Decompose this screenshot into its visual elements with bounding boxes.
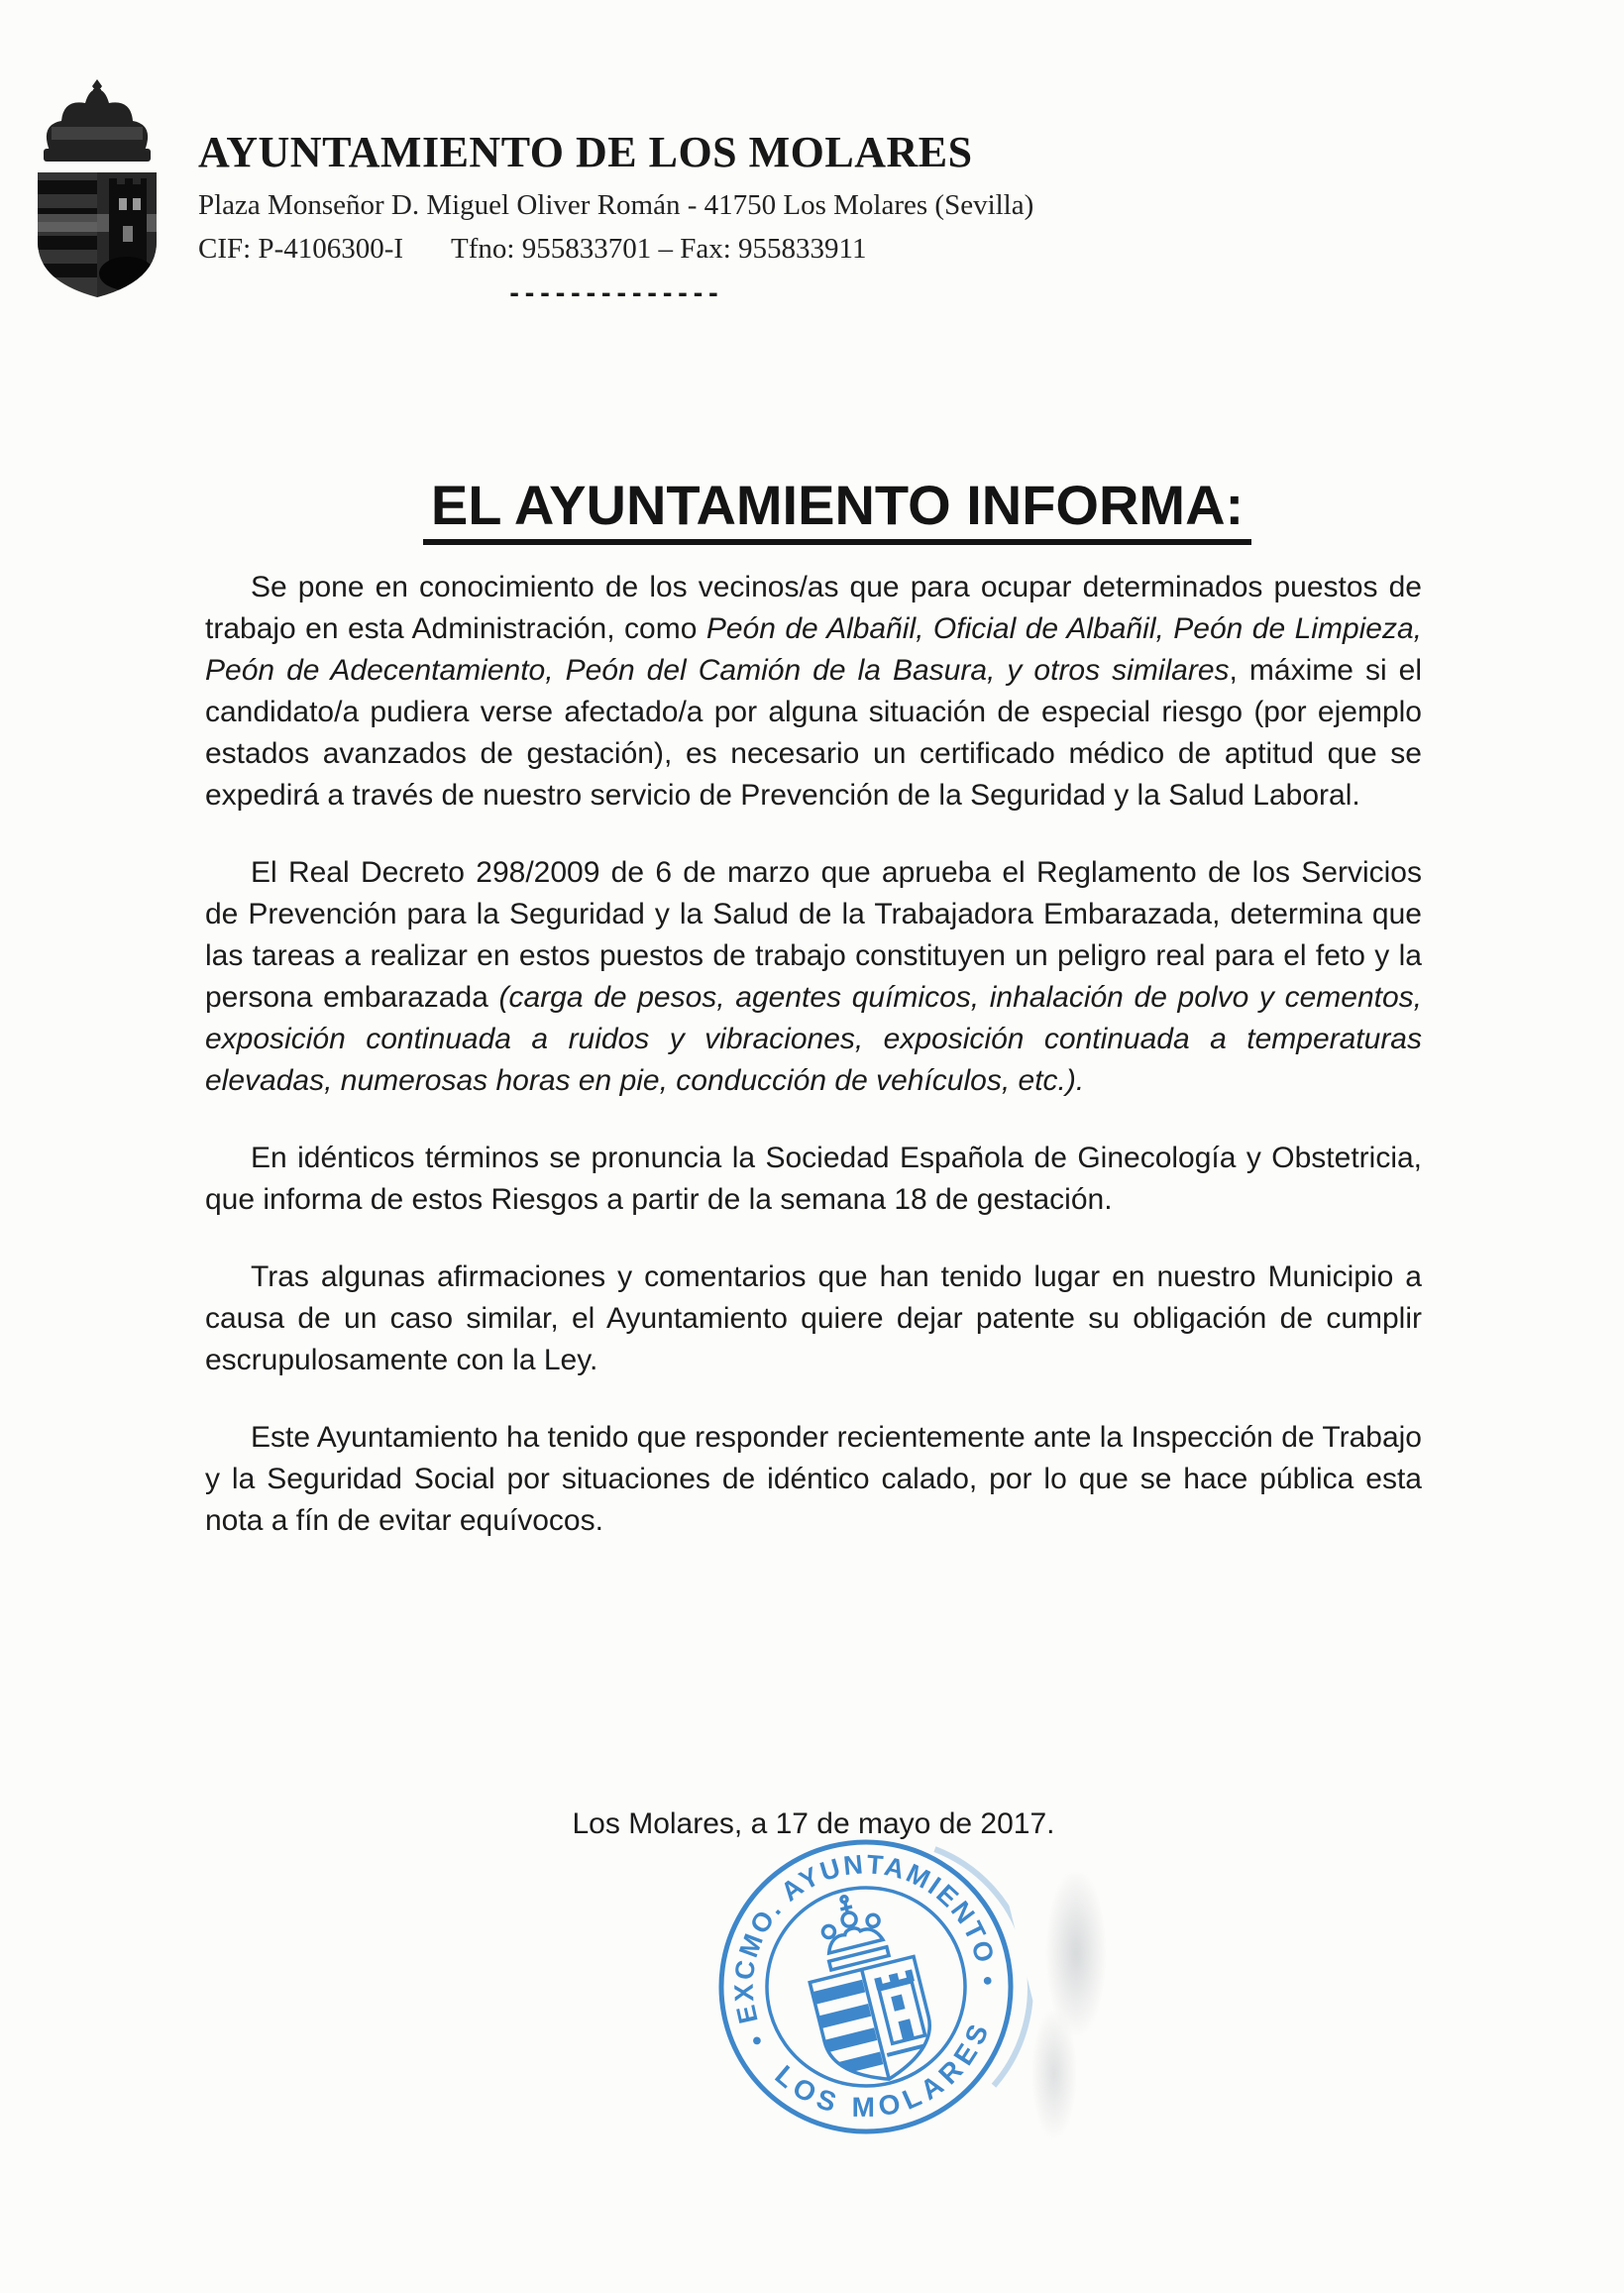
paragraph-1 bbox=[205, 567, 1422, 817]
text-segment: En idénticos términos se pronuncia la Sociedad Española de Ginecología y Obstetricia, que informa de estos Riesgos a partir de la semana 18 de gestación. bbox=[205, 1142, 1422, 1216]
text-segment: (carga de pesos, agentes químicos, inhalación de polvo y cementos, exposición continuada a ruidos y vibraciones, exposición continuada a temperaturas elevadas, numerosas horas en pie, conducción de vehículos, etc.). bbox=[205, 981, 1422, 1097]
notice-body bbox=[205, 567, 1422, 1578]
text-segment: Se pone en conocimiento de los vecinos/as que para ocupar determinados puestos de trabajo en esta Administración, como bbox=[205, 571, 1422, 645]
paragraph-4 bbox=[205, 1256, 1422, 1381]
stamp-ring-text-bottom: LOS MOLARES bbox=[769, 2015, 997, 2123]
text-segment: Tras algunas afirmaciones y comentarios que han tenido lugar en nuestro Municipio a causa de un caso similar, el Ayuntamiento quiere dejar patente su obligación de cumplir escrupulosamente con la Ley. bbox=[205, 1260, 1422, 1376]
paragraph-3 bbox=[205, 1138, 1422, 1221]
phone-fax: Tfno: 955833701 – Fax: 955833911 bbox=[451, 233, 867, 266]
text-segment: , máxime si el candidato/a pudiera verse afectado/a por alguna situación de especial riesgo (por ejemplo estados avanzados de gestación), es necesario un certificado médico de aptitud que se expedirá a través de nuestro servicio de Prevención de la Seguridad y la Salud Laboral. bbox=[205, 654, 1422, 812]
organization-address: Plaza Monseñor D. Miguel Oliver Román - 41750 Los Molares (Sevilla) bbox=[198, 189, 1034, 222]
paragraph-2 bbox=[205, 852, 1422, 1102]
text-segment: Este Ayuntamiento ha tenido que responder recientemente ante la Inspección de Trabajo y la Seguridad Social por situaciones de idéntico calado, por lo que se hace pública esta nota a fín de evitar equívocos. bbox=[205, 1421, 1422, 1537]
dateline: Los Molares, a 17 de mayo de 2017. bbox=[572, 1807, 1055, 1840]
text-segment: Peón de Albañil, Oficial de Albañil, Peón de Limpieza, Peón de Adecentamiento, Peón del Camión de la Basura, y otros similares bbox=[205, 612, 1422, 687]
dashed-divider: -------------- bbox=[506, 279, 722, 307]
stamp-ring-text-top: • EXCMO. AYUNTAMIENTO • bbox=[728, 1849, 1004, 2052]
notice-title: EL AYUNTAMIENTO INFORMA: bbox=[114, 478, 1561, 545]
text-segment: El Real Decreto 298/2009 de 6 de marzo que aprueba el Reglamento de los Servicios de Prevención para la Seguridad y la Salud de la Trabajadora Embarazada, determina que las tareas a realizar en estos puestos de trabajo constituyen un peligro real para el feto y la persona embarazada bbox=[205, 856, 1422, 1014]
paragraph-5 bbox=[205, 1417, 1422, 1542]
municipal-coat-of-arms-icon bbox=[28, 77, 166, 303]
organization-name: AYUNTAMIENTO DE LOS MOLARES bbox=[198, 128, 973, 176]
letterhead bbox=[198, 129, 1367, 267]
municipal-rubber-stamp bbox=[674, 1795, 1058, 2179]
organization-contact bbox=[198, 232, 1367, 267]
cif-number: CIF: P-4106300-I bbox=[198, 233, 404, 266]
